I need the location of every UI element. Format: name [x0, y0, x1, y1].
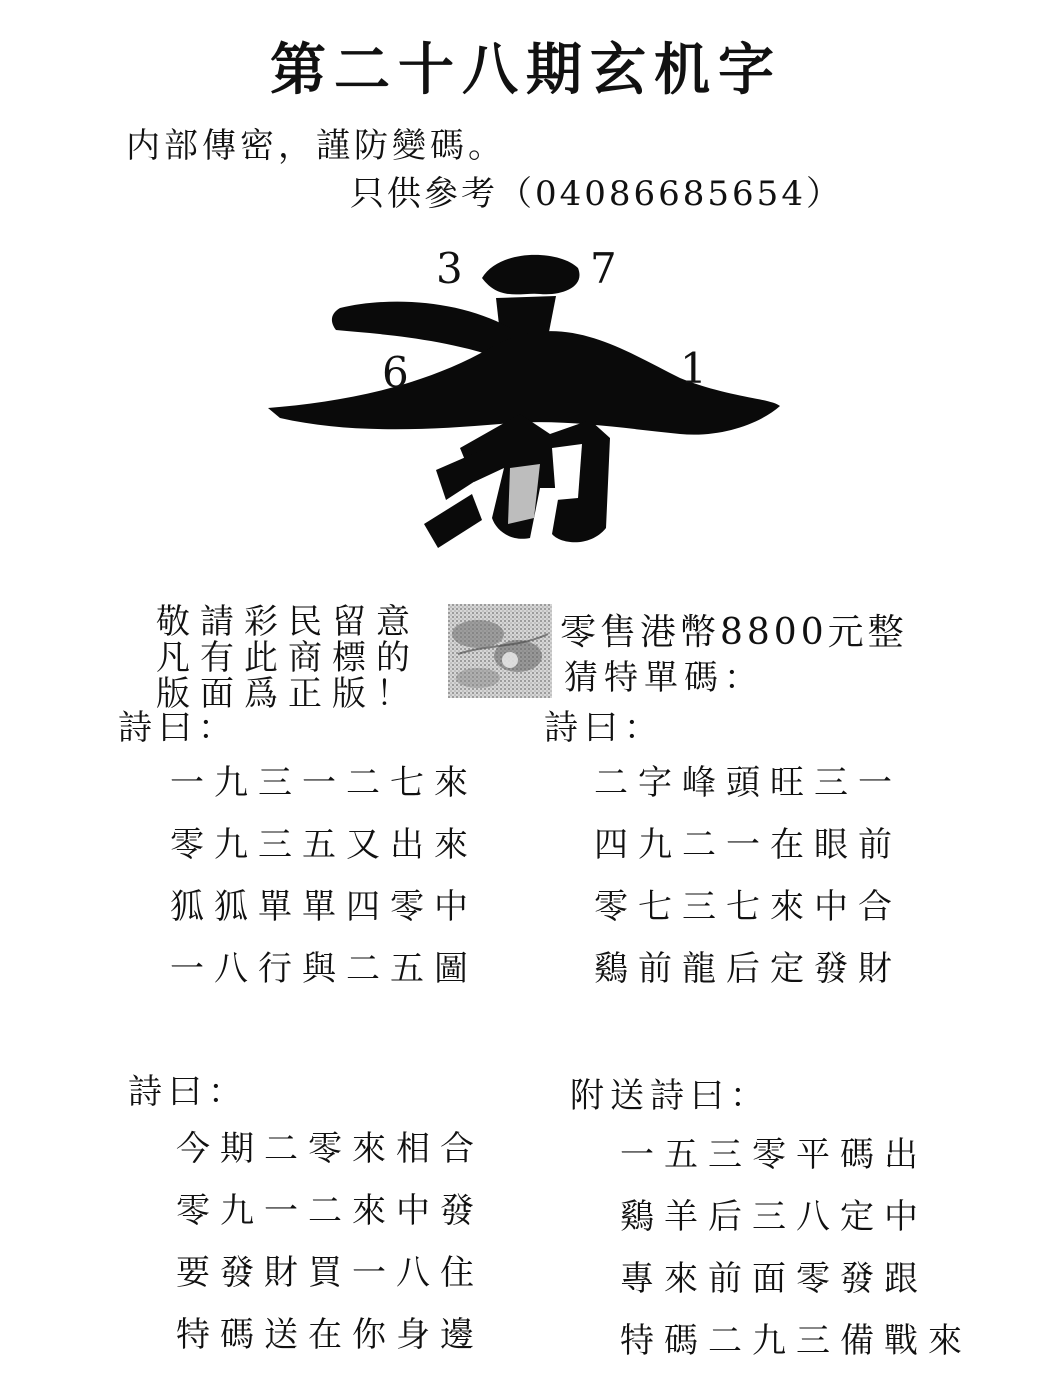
poem-top-right	[594, 752, 902, 1000]
poem-line: 二字峰頭旺三一	[594, 763, 902, 803]
poem-line: 鷄羊后三八定中	[620, 1197, 928, 1237]
poem-line: 專來前面零發跟	[620, 1259, 928, 1299]
poem-line: 特碼送在你身邊	[176, 1315, 484, 1355]
authenticity-notice	[156, 604, 420, 712]
poem-heading: 詩曰：	[128, 1072, 248, 1112]
guess-special-label: 猜特單碼：	[564, 658, 764, 698]
poem-line: 零九三五又出來	[170, 825, 478, 865]
retail-price: 零售港幣8800元整	[560, 612, 908, 653]
poem-line: 今期二零來相合	[176, 1129, 484, 1169]
poem-heading: 附送詩曰：	[570, 1076, 770, 1116]
poem-top-left	[170, 752, 478, 1000]
poem-line: 零七三七來中合	[594, 887, 902, 927]
calligraphy-character-graphic	[260, 238, 790, 558]
secret-notice: 内部傳密，謹防變碼。	[126, 126, 506, 166]
poem-heading: 詩曰：	[118, 708, 238, 748]
poem-line: 特碼二九三備戰來	[620, 1321, 972, 1361]
poem-line: 一八行與二五圖	[170, 949, 478, 989]
poem-bottom-left	[176, 1118, 484, 1366]
poem-line: 鷄前龍后定發財	[594, 949, 902, 989]
emblem-number-right: 1	[680, 344, 707, 393]
trademark-stamp-image	[448, 604, 552, 698]
emblem-number-top-right: 7	[590, 244, 617, 293]
poem-bottom-right	[620, 1124, 972, 1372]
poem-heading: 詩曰：	[544, 708, 664, 748]
poem-line: 零九一二來中發	[176, 1191, 484, 1231]
poem-line: 四九二一在眼前	[594, 825, 902, 865]
notice-line: 敬請彩民留意	[156, 602, 420, 642]
emblem-number-top-left: 3	[436, 244, 463, 293]
poem-line: 一九三一二七來	[170, 763, 478, 803]
calligraphy-emblem	[260, 238, 790, 558]
reference-notice: 只供參考（04086685654）	[350, 174, 843, 214]
poem-line: 狐狐單單四零中	[170, 887, 478, 927]
poem-line: 要發財買一八住	[176, 1253, 484, 1293]
notice-line: 凡有此商標的	[156, 638, 420, 678]
page-title: 第二十八期玄机字	[270, 38, 782, 103]
poem-line: 一五三零平碼出	[620, 1135, 928, 1175]
emblem-number-left: 6	[382, 348, 409, 397]
notice-line: 版面爲正版！	[156, 674, 420, 714]
